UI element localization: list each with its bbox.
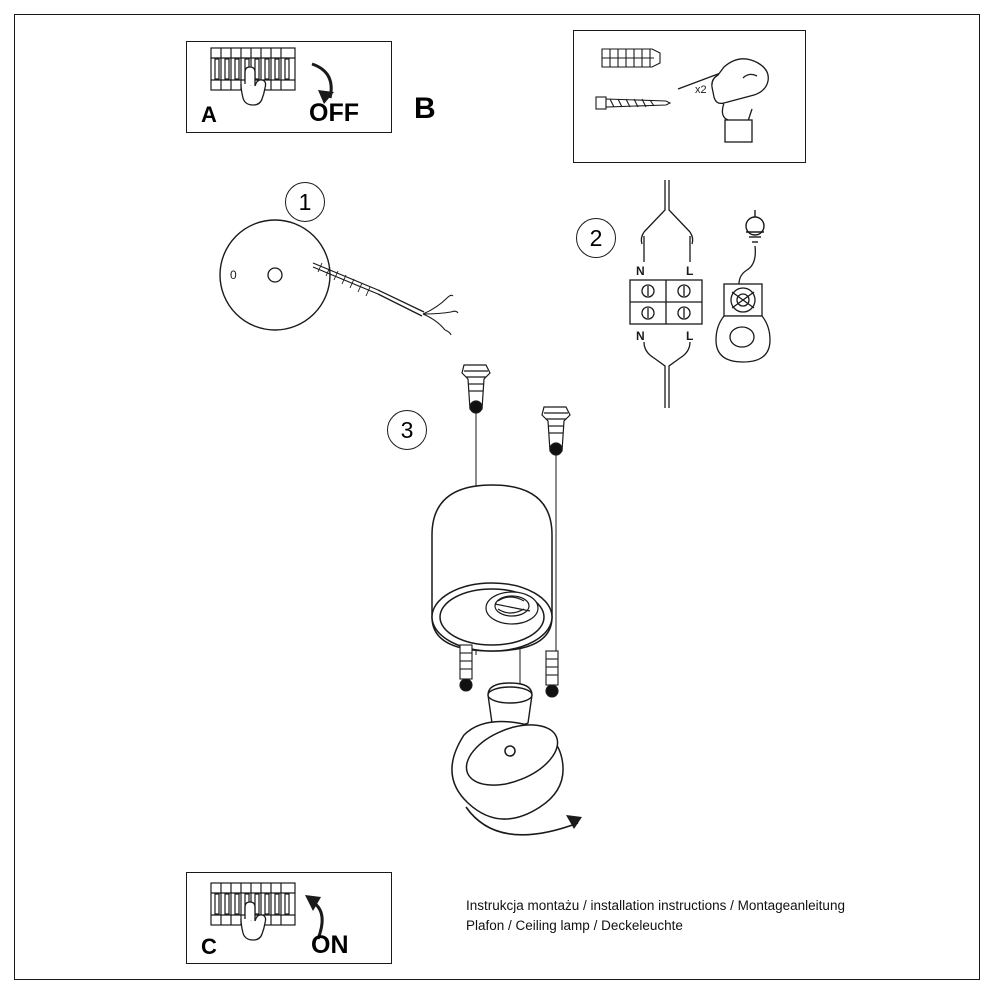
inner-socket <box>486 592 538 624</box>
screw-quantity-label: x2 <box>695 84 707 96</box>
terminal-label-l-bottom: L <box>686 329 694 343</box>
terminal-label-n-bottom: N <box>636 329 645 343</box>
lamp-shade <box>452 713 566 819</box>
panel-a-state: OFF <box>309 99 359 127</box>
step-3-number: 3 <box>387 410 427 450</box>
panel-c-graphic <box>187 873 391 963</box>
shade-neck <box>488 683 532 727</box>
caption-block <box>466 896 886 936</box>
terminal-block-icon <box>630 280 702 324</box>
panel-c <box>186 872 392 964</box>
panel-b <box>573 30 806 163</box>
earth-wire <box>739 246 755 284</box>
panel-b-graphic <box>574 31 805 162</box>
panel-a <box>186 41 392 133</box>
caption-line-1: Instrukcja montażu / installation instructions / Montageanleitung <box>466 898 845 913</box>
anchor-left-icon <box>462 365 490 413</box>
panel-b-letter: B <box>414 92 437 125</box>
panel-a-graphic <box>187 42 391 132</box>
step-1-graphic <box>210 215 510 355</box>
screw-left-inner <box>460 645 472 691</box>
anchor-right-icon <box>542 407 570 455</box>
terminal-label-n-top: N <box>636 264 645 278</box>
lamp-body <box>432 485 552 651</box>
step-2-number: 2 <box>576 218 616 258</box>
panel-c-state: ON <box>311 931 349 959</box>
earth-ground-icon <box>746 210 764 242</box>
terminal-label-l-top: L <box>686 264 694 278</box>
ceiling-wires-top <box>641 180 692 262</box>
drill-icon <box>678 59 768 142</box>
panel-a-letter: A <box>201 102 217 127</box>
mount-plate-mark: 0 <box>230 268 237 282</box>
caption-line-2: Plafon / Ceiling lamp / Deckeleuchte <box>466 918 683 933</box>
screw-icon <box>596 97 670 109</box>
lamp-socket-icon <box>716 284 770 362</box>
screw-right-inner <box>546 651 558 697</box>
step-1-number: 1 <box>285 182 325 222</box>
wall-plug-icon <box>602 49 660 67</box>
step-3-graphic <box>400 355 820 875</box>
stripped-wires <box>423 295 458 335</box>
mount-plate-center-hole <box>268 268 282 282</box>
panel-c-letter: C <box>201 934 217 959</box>
